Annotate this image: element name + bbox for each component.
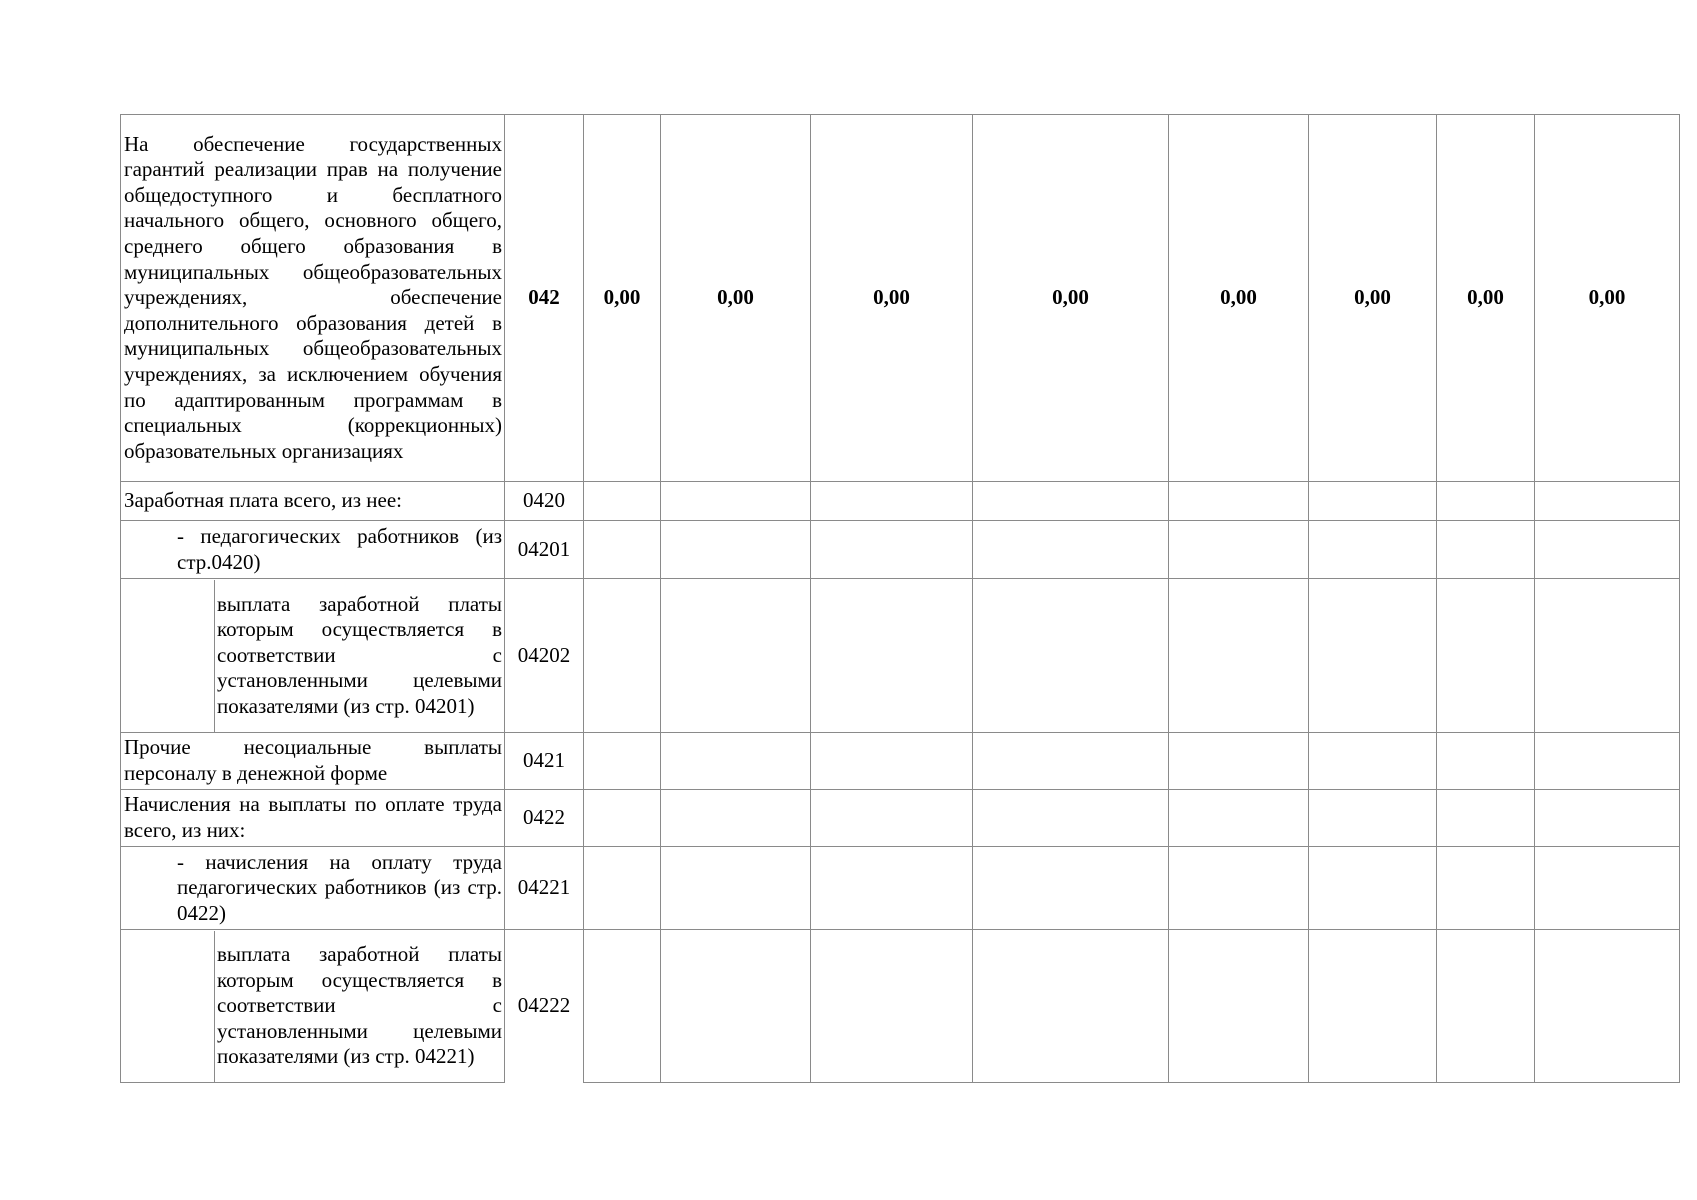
empty-cell: [973, 521, 1169, 579]
table-row: [121, 733, 1680, 790]
value-cell: 0,00: [811, 115, 973, 482]
table-row: [121, 521, 1680, 579]
empty-cell: [661, 579, 811, 733]
value-cell: 0,00: [584, 115, 661, 482]
empty-cell: [661, 847, 811, 930]
empty-cell: [1169, 733, 1309, 790]
row-label: Начисления на выплаты по оплате труда всего, из них:: [121, 790, 505, 847]
row-label: - педагогических работников (из стр.0420): [121, 521, 505, 579]
row-code: 0422: [505, 790, 584, 847]
value-cell: 0,00: [1535, 115, 1680, 482]
empty-cell: [661, 930, 811, 1083]
empty-cell: [1535, 521, 1680, 579]
row-code: 04202: [505, 579, 584, 733]
empty-cell: [973, 847, 1169, 930]
empty-cell: [973, 790, 1169, 847]
empty-cell: [661, 482, 811, 521]
empty-cell: [1535, 579, 1680, 733]
empty-cell: [1437, 579, 1535, 733]
empty-cell: [584, 847, 661, 930]
empty-cell: [1169, 790, 1309, 847]
empty-cell: [811, 482, 973, 521]
empty-cell: [811, 579, 973, 733]
row-code: 04221: [505, 847, 584, 930]
empty-cell: [1169, 482, 1309, 521]
empty-cell: [1437, 790, 1535, 847]
empty-cell: [811, 847, 973, 930]
empty-cell: [584, 790, 661, 847]
row-label-cell: [121, 579, 505, 733]
row-code: 0421: [505, 733, 584, 790]
table-row: [121, 115, 1680, 482]
row-code: 042: [505, 115, 584, 482]
row-label: выплата заработной платы которым осуществляется в соответствии с установленными целевыми показателями (из стр. 04201): [217, 591, 502, 718]
row-label-cell: [121, 930, 505, 1083]
row-label: Прочие несоциальные выплаты персоналу в денежной форме: [121, 733, 505, 790]
table-row: [121, 930, 1680, 1083]
row-label: - начисления на оплату труда педагогических работников (из стр. 0422): [121, 847, 505, 930]
empty-cell: [661, 790, 811, 847]
empty-cell: [1309, 790, 1437, 847]
empty-cell: [1437, 733, 1535, 790]
empty-cell: [1535, 847, 1680, 930]
row-code: 0420: [505, 482, 584, 521]
empty-cell: [811, 790, 973, 847]
indented-label: [214, 931, 502, 1082]
financial-table: [120, 114, 1680, 1083]
empty-cell: [584, 930, 661, 1083]
empty-cell: [1437, 930, 1535, 1083]
empty-cell: [1437, 482, 1535, 521]
table-row: [121, 482, 1680, 521]
empty-cell: [811, 521, 973, 579]
empty-cell: [584, 733, 661, 790]
empty-cell: [973, 930, 1169, 1083]
empty-cell: [1309, 733, 1437, 790]
empty-cell: [1169, 521, 1309, 579]
row-label: На обеспечение государственных гарантий реализации прав на получение общедоступного и бесплатного начального общего, основного общего, среднего общего образования в муниципальных общеобразовательных учреждениях, обеспечение дополнительного образования детей в муниципальных общеобразовательных учреждениях, за исключением обучения по адаптированным программам в специальных (коррекционных) образовательных организациях: [121, 115, 505, 482]
empty-cell: [1309, 579, 1437, 733]
indented-label: [214, 580, 502, 732]
empty-cell: [1535, 733, 1680, 790]
table-row: [121, 790, 1680, 847]
empty-cell: [661, 733, 811, 790]
table-row: [121, 579, 1680, 733]
empty-cell: [1309, 521, 1437, 579]
empty-cell: [973, 733, 1169, 790]
empty-cell: [1437, 847, 1535, 930]
empty-cell: [1437, 521, 1535, 579]
empty-cell: [973, 482, 1169, 521]
table-row: [121, 847, 1680, 930]
empty-cell: [584, 521, 661, 579]
empty-cell: [584, 482, 661, 521]
empty-cell: [661, 521, 811, 579]
empty-cell: [1535, 790, 1680, 847]
empty-cell: [1169, 930, 1309, 1083]
empty-cell: [811, 733, 973, 790]
value-cell: 0,00: [1309, 115, 1437, 482]
row-label: выплата заработной платы которым осуществляется в соответствии с установленными целевыми показателями (из стр. 04221): [217, 942, 502, 1069]
empty-cell: [973, 579, 1169, 733]
row-code: 04222: [505, 930, 584, 1083]
empty-cell: [584, 579, 661, 733]
row-code: 04201: [505, 521, 584, 579]
empty-cell: [811, 930, 973, 1083]
value-cell: 0,00: [973, 115, 1169, 482]
row-label: Заработная плата всего, из нее:: [121, 482, 505, 521]
empty-cell: [1309, 482, 1437, 521]
empty-cell: [1309, 847, 1437, 930]
empty-cell: [1169, 847, 1309, 930]
value-cell: 0,00: [661, 115, 811, 482]
empty-cell: [1169, 579, 1309, 733]
empty-cell: [1535, 930, 1680, 1083]
empty-cell: [1309, 930, 1437, 1083]
value-cell: 0,00: [1169, 115, 1309, 482]
empty-cell: [1535, 482, 1680, 521]
value-cell: 0,00: [1437, 115, 1535, 482]
